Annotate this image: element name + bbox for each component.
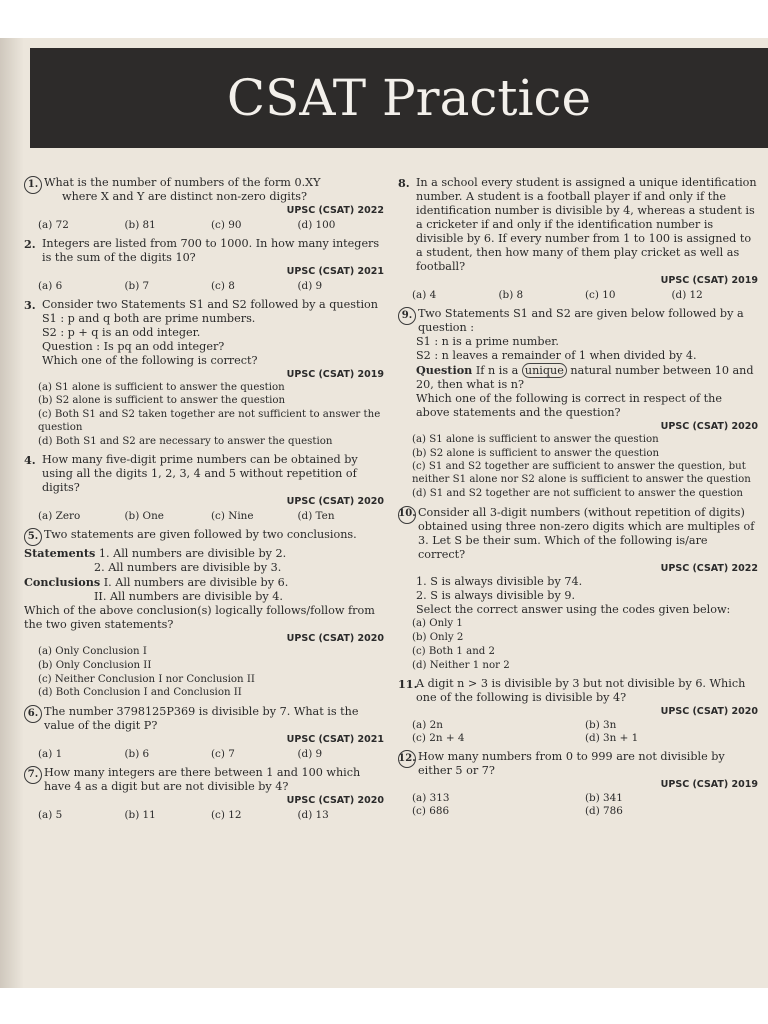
question-11 <box>398 677 758 745</box>
option: (d) 12 <box>671 288 703 301</box>
exam-tag: UPSC (CSAT) 2019 <box>660 275 758 286</box>
option: (b) Only Conclusion II <box>38 659 152 671</box>
question-1 <box>24 176 384 232</box>
question-text: Consider all 3-digit numbers (without repetition of digits) obtained using three non-zero digits which are multiples of 3. Let S be their sum. Which of the following is/are correct? <box>418 505 755 561</box>
option: (c) S1 and S2 together are sufficient to answer the question, but neither S1 alone nor S2 alone is sufficient to answer the question <box>412 461 751 485</box>
statement: S1 : n is a prime number. <box>416 334 559 348</box>
page-title: CSAT Practice <box>226 69 592 127</box>
question-text: Integers are listed from 700 to 1000. In how many integers is the sum of the digits 10? <box>42 236 380 264</box>
conclusion: II. All numbers are divisible by 4. <box>94 590 283 604</box>
question-text: Two statements are given followed by two conclusions. <box>44 528 357 542</box>
option: (a) Only 1 <box>412 618 463 630</box>
question-prompt: Which one of the following is correct in respect of the above statements and the question? <box>416 391 722 419</box>
conclusion: I. All numbers are divisible by 6. <box>103 576 289 590</box>
question-text: Consider two Statements S1 and S2 followed by a question <box>42 297 379 311</box>
option: (c) 7 <box>211 748 235 760</box>
question-9 <box>398 307 758 501</box>
option: (b) 6 <box>124 748 150 760</box>
option: (c) 10 <box>585 288 616 301</box>
question-number: 5. <box>24 528 42 546</box>
question-number: 4. <box>24 453 36 468</box>
exam-tag: UPSC (CSAT) 2021 <box>286 265 384 277</box>
option: (a) 5 <box>38 808 63 821</box>
question-line <box>398 363 758 392</box>
question-text: How many numbers from 0 to 999 are not divisible by either 5 or 7? <box>418 750 725 778</box>
option: (b) 81 <box>124 218 156 231</box>
question-text: What is the number of numbers of the form 0.XY <box>44 176 321 189</box>
option: (b) S2 alone is sufficient to answer the question <box>412 447 660 459</box>
question-number: 12. <box>398 750 416 768</box>
option: (d) 9 <box>297 748 323 760</box>
statement: 1. All numbers are divisible by 2. <box>98 547 287 561</box>
statement: S1 : p and q both are prime numbers. <box>42 311 256 325</box>
option: (a) S1 alone is sufficient to answer the question <box>412 433 659 445</box>
option: (d) Both S1 and S2 are necessary to answer the question <box>38 435 333 447</box>
exam-tag: UPSC (CSAT) 2020 <box>286 633 384 645</box>
option: (a) Only Conclusion I <box>38 646 147 658</box>
question-number: 3. <box>24 297 36 312</box>
option: (c) 12 <box>211 808 242 821</box>
option: (d) S1 and S2 together are not sufficient to answer the question <box>412 487 743 499</box>
option: (b) 3n <box>585 719 617 732</box>
exam-tag: UPSC (CSAT) 2020 <box>660 706 758 718</box>
option: (b) 7 <box>124 279 150 292</box>
option: (b) 8 <box>498 288 524 301</box>
option: (d) Neither 1 nor 2 <box>412 659 510 671</box>
question-number: 8. <box>398 176 410 190</box>
question-number: 6. <box>24 705 42 723</box>
question-number: 11. <box>398 677 418 692</box>
statement: 2. S is always divisible by 9. <box>416 589 576 603</box>
exam-tag: UPSC (CSAT) 2019 <box>286 368 384 380</box>
question-text: natural number between 10 and 20, then what is n? <box>416 363 754 391</box>
question-number: 2. <box>24 236 36 251</box>
question-text: A digit n > 3 is divisible by 3 but not divisible by 6. Which one of the following is divisible by 4? <box>416 677 746 705</box>
exam-tag: UPSC (CSAT) 2021 <box>286 734 384 746</box>
question-prompt: Which one of the following is correct? <box>42 353 258 367</box>
statement: S2 : p + q is an odd integer. <box>42 325 201 339</box>
option: (a) 2n <box>412 719 443 732</box>
option: (c) Both 1 and 2 <box>412 645 496 657</box>
question-number: 10. <box>398 506 416 524</box>
statements-label: Statements <box>24 546 96 561</box>
exam-tag: UPSC (CSAT) 2020 <box>286 795 384 806</box>
exam-tag: UPSC (CSAT) 2020 <box>660 420 758 432</box>
option: (d) 9 <box>297 279 323 292</box>
question-5 <box>24 528 384 700</box>
question-line: Question : Is pq an odd integer? <box>42 339 225 353</box>
exam-tag: UPSC (CSAT) 2022 <box>660 562 758 574</box>
question-text: The number 3798125P369 is divisible by 7. What is the value of the digit P? <box>44 705 359 733</box>
option: (c) Both S1 and S2 taken together are not sufficient to answer the question <box>38 409 381 433</box>
option: (b) S2 alone is sufficient to answer the question <box>38 395 286 407</box>
question-prompt: Which of the above conclusion(s) logically follows/follow from the two given statements? <box>24 604 375 632</box>
option: (d) 3n + 1 <box>585 732 639 745</box>
option: (a) S1 alone is sufficient to answer the question <box>38 381 285 393</box>
option: (c) Nine <box>211 510 254 523</box>
question-text: where X and Y are distinct non-zero digits? <box>62 190 308 203</box>
question-number: 1. <box>24 176 42 194</box>
question-text: How many five-digit prime numbers can be obtained by using all the digits 1, 2, 3, 4 and 5 without repetition of digits? <box>42 453 358 495</box>
page-gutter-shadow <box>0 38 24 988</box>
question-label: Question <box>416 362 473 377</box>
option: (c) 90 <box>211 218 242 231</box>
option: (b) Only 2 <box>412 632 464 644</box>
option: (a) 313 <box>412 792 450 805</box>
question-text: Two Statements S1 and S2 are given below followed by a question : <box>418 306 744 334</box>
question-number: 9. <box>398 307 416 325</box>
question-3 <box>24 298 384 449</box>
question-7 <box>24 766 384 822</box>
question-2 <box>24 237 384 293</box>
option: (d) 13 <box>297 808 329 821</box>
page-title-banner <box>30 48 768 148</box>
question-8 <box>398 176 758 302</box>
question-6 <box>24 705 384 761</box>
circled-word: unique <box>522 363 567 378</box>
option: (b) One <box>124 510 164 523</box>
statement: 1. S is always divisible by 74. <box>416 575 583 589</box>
book-page <box>0 38 768 988</box>
question-text: In a school every student is assigned a unique identification number. A student is a football player if and only if the identification number is divisible by 4, whereas a student is a cricketer if and only if the identification number is divisible by 6. If every number from 1 to 100 is assigned to a student, then how many of them play cricket as well as football? <box>416 176 757 273</box>
question-text: If n is a <box>475 363 519 377</box>
option: (a) Zero <box>38 510 81 523</box>
question-number: 7. <box>24 766 42 784</box>
statement: S2 : n leaves a remainder of 1 when divided by 4. <box>416 348 697 362</box>
left-column <box>24 176 384 827</box>
option: (c) 2n + 4 <box>412 732 465 745</box>
question-text: How many integers are there between 1 and 100 which have 4 as a digit but are not divisible by 4? <box>44 766 361 793</box>
option: (d) Both Conclusion I and Conclusion II <box>38 687 242 699</box>
exam-tag: UPSC (CSAT) 2020 <box>286 496 384 508</box>
option: (a) 6 <box>38 279 63 292</box>
option: (d) Ten <box>297 510 335 523</box>
option: (b) 341 <box>585 792 623 805</box>
exam-tag: UPSC (CSAT) 2022 <box>286 205 384 216</box>
question-12 <box>398 750 758 818</box>
question-prompt: Select the correct answer using the codes given below: <box>416 603 731 617</box>
option: (a) 4 <box>412 288 437 301</box>
conclusions-label: Conclusions <box>24 575 101 590</box>
right-column <box>398 176 758 823</box>
option: (a) 1 <box>38 748 63 760</box>
option: (a) 72 <box>38 218 69 231</box>
question-4 <box>24 453 384 523</box>
exam-tag: UPSC (CSAT) 2019 <box>660 779 758 791</box>
option: (d) 100 <box>297 218 336 231</box>
option: (c) 8 <box>211 279 235 292</box>
option: (c) 686 <box>412 805 450 818</box>
option: (c) Neither Conclusion I nor Conclusion II <box>38 673 255 685</box>
option: (b) 11 <box>124 808 156 821</box>
statement: 2. All numbers are divisible by 3. <box>94 561 282 575</box>
option: (d) 786 <box>585 805 623 818</box>
question-10 <box>398 506 758 673</box>
